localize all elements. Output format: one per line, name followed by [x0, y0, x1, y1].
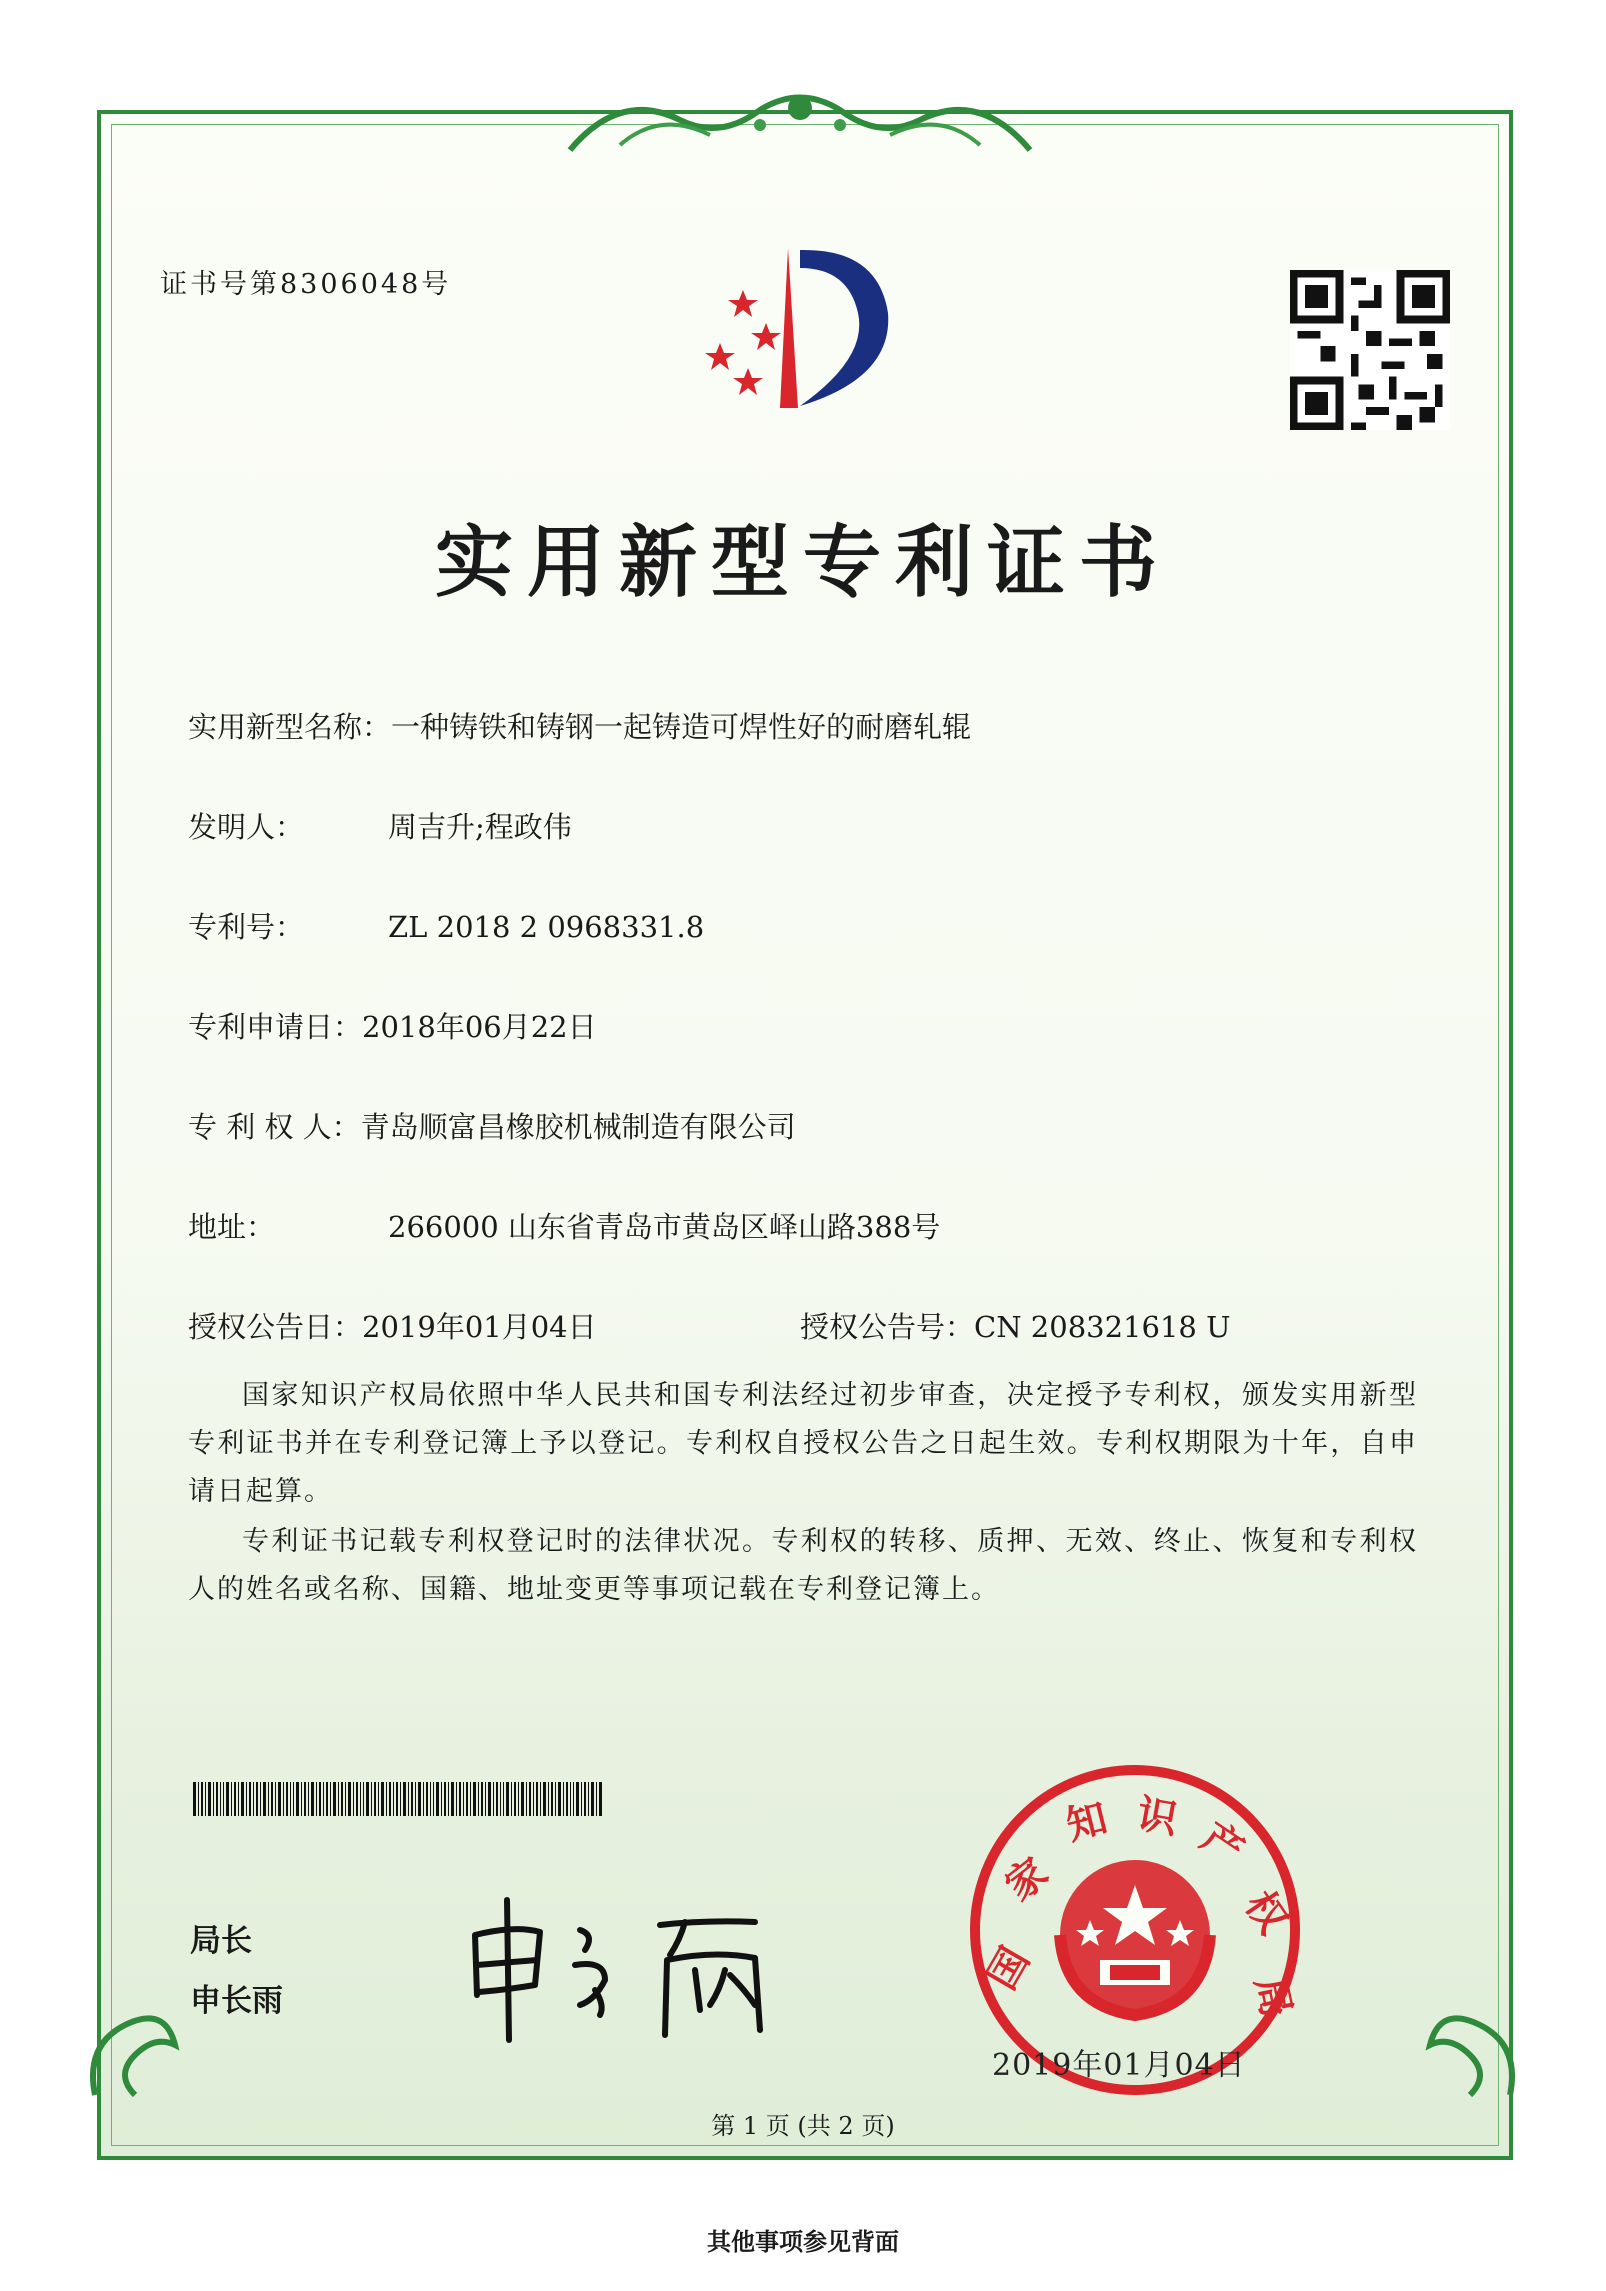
corner-ornament-icon: [75, 1985, 195, 2105]
svg-text:局: 局: [1246, 1972, 1300, 2022]
svg-text:权: 权: [1235, 1883, 1297, 1943]
grant-number-value: CN 208321618 U: [974, 1310, 1231, 1344]
paragraph-legal-status: 专利证书记载专利权登记时的法律状况。专利权的转移、质押、无效、终止、恢复和专利权人的姓名或名称、国籍、地址变更等事项记载在专利登记簿上。: [188, 1526, 1418, 1605]
address-value: 266000 山东省青岛市黄岛区峄山路388号: [388, 1210, 941, 1244]
patent-number-value: ZL 2018 2 0968331.8: [388, 910, 705, 944]
utility-model-name-row: [188, 705, 971, 746]
director-name: 申长雨: [190, 1983, 283, 2019]
utility-model-name-value: 一种铸铁和铸钢一起铸造可焊性好的耐磨轧辊: [391, 710, 972, 744]
grant-number-row: [800, 1305, 1231, 1346]
patentee-row: [188, 1105, 796, 1146]
grant-date-label: 授权公告日：: [188, 1310, 363, 1344]
filing-date-row: [188, 1005, 597, 1046]
patent-number-label: 专利号：: [188, 910, 305, 944]
page-title: 实用新型专利证书: [434, 517, 1171, 608]
grant-number-label: 授权公告号：: [800, 1310, 975, 1344]
seal-date: 2019年01月04日: [992, 2048, 1246, 2083]
svg-text:识: 识: [1133, 1791, 1181, 1844]
page-number: 第 1 页 (共 2 页): [711, 2112, 895, 2140]
patentee-label: 专 利 权 人：: [188, 1110, 361, 1144]
barcode-icon: [193, 1782, 603, 1816]
corner-ornament-icon: [1410, 1985, 1530, 2105]
inventor-row: [188, 805, 572, 846]
svg-text:家: 家: [997, 1849, 1057, 1911]
cnipa-logo-icon: [688, 228, 928, 428]
paragraph-grant-statement: 国家知识产权局依照中华人民共和国专利法经过初步审查，决定授予专利权，颁发实用新型专利证书并在专利登记簿上予以登记。专利权自授权公告之日起生效。专利权期限为十年，自申请日起算。: [188, 1380, 1418, 1507]
qr-code-icon: [1290, 270, 1450, 430]
svg-text:国: 国: [978, 1939, 1039, 1998]
back-note: 其他事项参见背面: [707, 2227, 899, 2256]
address-label: 地址：: [188, 1210, 276, 1244]
top-ornament-icon: [560, 80, 1040, 160]
filing-date-value: 2018年06月22日: [362, 1010, 597, 1044]
inventor-value: 周吉升;程政伟: [388, 810, 572, 844]
utility-model-name-label: 实用新型名称：: [188, 710, 392, 744]
patent-number-row: [188, 905, 704, 946]
director-title: 局长: [190, 1923, 252, 1959]
svg-text:产: 产: [1192, 1813, 1252, 1875]
grant-date-row: [188, 1305, 597, 1346]
patentee-value: 青岛顺富昌橡胶机械制造有限公司: [360, 1110, 796, 1144]
address-row: [188, 1205, 940, 1246]
certificate-number: 证书号第8306048号: [160, 269, 452, 300]
signature-icon: [455, 1880, 815, 2050]
inventor-label: 发明人：: [188, 810, 305, 844]
svg-text:知: 知: [1061, 1795, 1112, 1850]
grant-date-value: 2019年01月04日: [362, 1310, 597, 1344]
filing-date-label: 专利申请日：: [188, 1010, 363, 1044]
